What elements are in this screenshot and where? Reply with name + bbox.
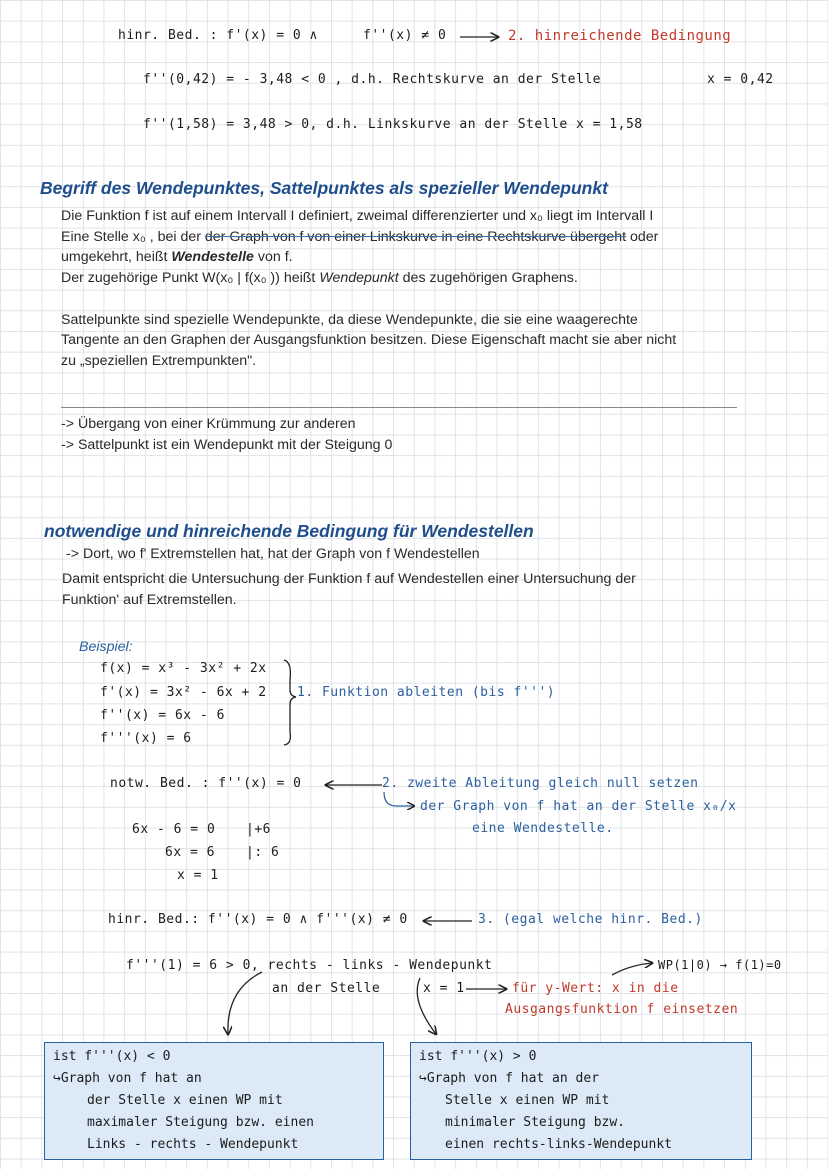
function-f: f(x) = x³ - 3x² + 2x xyxy=(100,661,267,676)
section2-line-3: Funktion' auf Extremstellen. xyxy=(62,592,237,608)
definition-line-3-b: von f. xyxy=(253,249,293,265)
step2-note-c: eine Wendestelle. xyxy=(472,821,614,836)
definition-line-2-a: Eine Stelle x₀ , bei der xyxy=(61,229,205,245)
result-x: x = 1 xyxy=(423,981,465,996)
function-f1: f'(x) = 3x² - 6x + 2 xyxy=(100,685,267,700)
box-left-line-2-text: Graph von f hat an xyxy=(60,1071,202,1086)
rechtskurve-line: f''(0,42) = - 3,48 < 0 , d.h. Rechtskurve an der Stelle xyxy=(143,72,601,87)
box-right-line-1: ist f'''(x) > 0 xyxy=(419,1049,537,1064)
arrow-to-left-box xyxy=(228,972,262,1034)
box-right-line-5: einen rechts-links-Wendepunkt xyxy=(445,1137,672,1152)
step2-note-b: der Graph von f hat an der Stelle x₀/x xyxy=(420,799,737,814)
box-right-line-4: minimaler Steigung bzw. xyxy=(445,1115,626,1130)
wp-note: WP(1|0) → f(1)=0 xyxy=(658,958,782,972)
step1-note: 1. Funktion ableiten (bis f''') xyxy=(297,685,556,700)
box-right-line-2-text: Graph von f hat an der xyxy=(426,1071,600,1086)
equation-2: 6x = 6 xyxy=(165,845,215,860)
result-line-1: f'''(1) = 6 > 0, rechts - links - Wendepunkt xyxy=(126,958,493,973)
equation-1-op: |+6 xyxy=(246,822,271,837)
definition-line-4-b: des zugehörigen Graphens. xyxy=(398,270,578,286)
hinr-bed-example: hinr. Bed.: f''(x) = 0 ∧ f'''(x) ≠ 0 xyxy=(108,912,408,927)
definition-line-2-b: oder xyxy=(626,229,659,245)
y-wert-note-2: Ausgangsfunktion f einsetzen xyxy=(505,1002,739,1017)
section2-line-2: Damit entspricht die Untersuchung der Funktion f auf Wendestellen einer Untersuchung der xyxy=(62,571,636,587)
f2-not-zero: f''(x) ≠ 0 xyxy=(363,28,447,43)
brace-derivatives-icon xyxy=(284,660,296,745)
section-title-bedingung: notwendige und hinreichende Bedingung für Wendestellen xyxy=(44,521,534,541)
sattelpunkt-line-1: Sattelpunkte sind spezielle Wendepunkte, da diese Wendepunkte, die sie eine waagerechte xyxy=(61,312,638,328)
definition-line-3-a: umgekehrt, heißt xyxy=(61,249,172,265)
box-left-line-1: ist f'''(x) < 0 xyxy=(53,1049,171,1064)
section-title-wendepunkt: Begriff des Wendepunktes, Sattelpunktes als spezieller Wendepunkt xyxy=(40,178,608,198)
notw-bed: notw. Bed. : f''(x) = 0 xyxy=(110,776,302,791)
wendepunkt-term: Wendepunkt xyxy=(319,270,399,286)
arrow-to-right-box xyxy=(417,978,436,1034)
function-f3: f'''(x) = 6 xyxy=(100,731,192,746)
definition-line-1: Die Funktion f ist auf einem Intervall I definiert, zweimal differenzierter und x₀ liegt im Intervall I xyxy=(61,208,654,224)
definition-line-4-a: Der zugehörige Punkt W(x₀ | f(x₀ )) heißt xyxy=(61,270,320,286)
step2-note-a: 2. zweite Ableitung gleich null setzen xyxy=(382,776,699,791)
sattelpunkt-line-2: Tangente an den Graphen der Ausgangsfunktion besitzen. Diese Eigenschaft macht sie aber nicht xyxy=(61,332,677,348)
note-sattelpunkt: -> Sattelpunkt ist ein Wendepunkt mit der Steigung 0 xyxy=(61,437,393,453)
note-uebergang: -> Übergang von einer Krümmung zur anderen xyxy=(61,416,356,432)
rechtskurve-x: x = 0,42 xyxy=(707,72,774,87)
result-line-2: an der Stelle xyxy=(272,981,381,996)
box-right-line-2: ↪Graph von f hat an der xyxy=(419,1071,600,1086)
box-right-line-3: Stelle x einen WP mit xyxy=(445,1093,610,1108)
equation-3: x = 1 xyxy=(177,868,219,883)
y-wert-note-1: für y-Wert: x in die xyxy=(512,981,679,996)
wendestelle-term: Wendestelle xyxy=(171,249,254,265)
equation-1: 6x - 6 = 0 xyxy=(132,822,216,837)
sattelpunkt-line-3: zu „speziellen Extrempunkten". xyxy=(61,353,257,369)
hinreichende-note: 2. hinreichende Bedingung xyxy=(508,28,732,44)
hinr-bed-condition: hinr. Bed. : f'(x) = 0 ∧ xyxy=(118,28,318,43)
equation-2-op: |: 6 xyxy=(246,845,280,860)
box-left-line-4: maximaler Steigung bzw. einen xyxy=(87,1115,314,1130)
hook-arrow-step2 xyxy=(384,792,414,806)
box-left-line-2: ↪Graph von f hat an xyxy=(53,1071,202,1086)
function-f2: f''(x) = 6x - 6 xyxy=(100,708,225,723)
section2-line-1: -> Dort, wo f' Extremstellen hat, hat der Graph von f Wendestellen xyxy=(66,546,480,562)
box-left-line-5: Links - rechts - Wendepunkt xyxy=(87,1137,299,1152)
box-left-line-3: der Stelle x einen WP mit xyxy=(87,1093,283,1108)
beispiel-label: Beispiel: xyxy=(79,639,133,655)
struck-text: der Graph von f von einer Linkskurve in eine Rechtskurve übergeht xyxy=(204,229,627,245)
arrow-wp xyxy=(612,963,652,975)
linkskurve-line: f''(1,58) = 3,48 > 0, d.h. Linkskurve an der Stelle x = 1,58 xyxy=(143,117,643,132)
step3-note: 3. (egal welche hinr. Bed.) xyxy=(478,912,703,927)
